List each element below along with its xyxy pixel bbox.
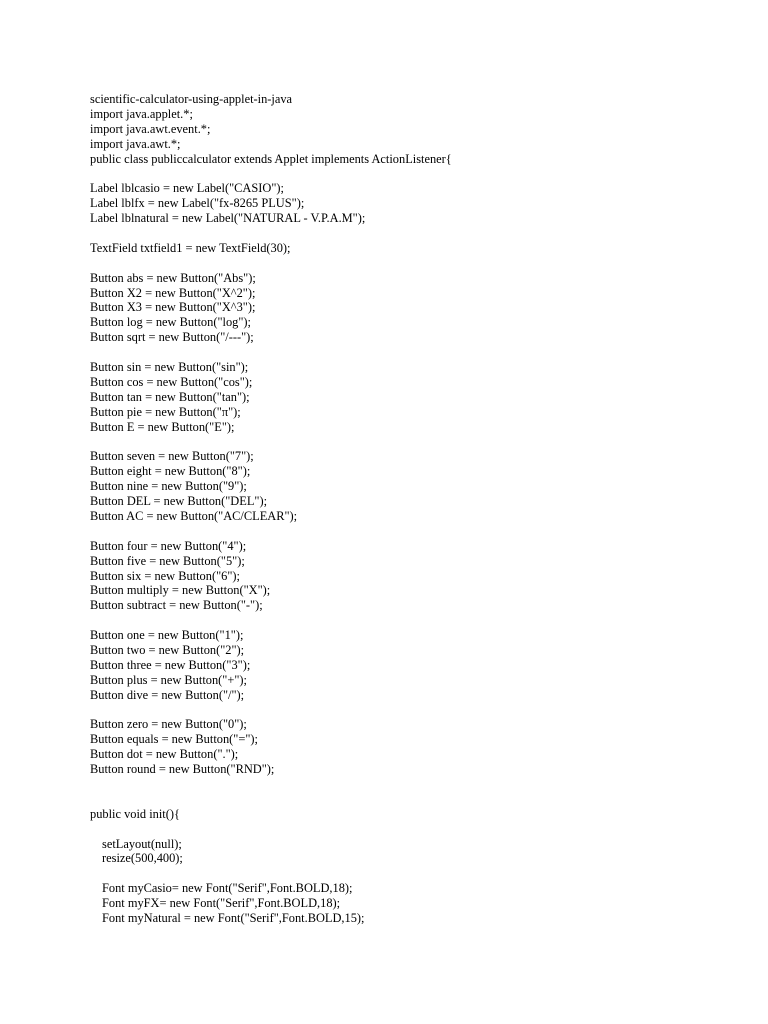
code-line: resize(500,400); [102,851,183,866]
code-line: Button seven = new Button("7"); [90,449,254,464]
code-line: Button log = new Button("log"); [90,315,251,330]
code-line: Label lblfx = new Label("fx-8265 PLUS"); [90,196,305,211]
code-listing [90,92,730,926]
code-line: Button X2 = new Button("X^2"); [90,285,256,300]
blank-line [90,166,730,181]
code-line: Button tan = new Button("tan"); [90,389,250,404]
code-line: Label lblnatural = new Label("NATURAL - V.P.A.M"); [90,211,366,226]
blank-line [90,703,730,718]
code-line: Button dot = new Button("."); [90,747,239,762]
code-line: Button sqrt = new Button("/---"); [90,330,254,345]
code-line: Button dive = new Button("/"); [90,687,245,702]
code-line: Button plus = new Button("+"); [90,672,247,687]
code-line: Button cos = new Button("cos"); [90,374,253,389]
code-line: Button abs = new Button("Abs"); [90,270,256,285]
code-line: Button one = new Button("1"); [90,628,244,643]
blank-line [90,434,730,449]
code-line: Button subtract = new Button("-"); [90,598,263,613]
code-line: Button six = new Button("6"); [90,568,240,583]
code-line: Font myNatural = new Font("Serif",Font.BOLD,15); [102,910,365,925]
code-line: Button X3 = new Button("X^3"); [90,300,256,315]
code-line: Label lblcasio = new Label("CASIO"); [90,181,284,196]
document-title: scientific-calculator-using-applet-in-java [90,92,293,106]
code-line: Button pie = new Button("π"); [90,404,241,419]
code-line: Button round = new Button("RND"); [90,762,275,777]
code-line: public class publiccalculator extends Applet implements ActionListener{ [90,151,452,166]
code-line: Button four = new Button("4"); [90,538,247,553]
code-line: Button eight = new Button("8"); [90,464,251,479]
blank-line [90,256,730,271]
code-line: public void init(){ [90,806,180,821]
code-line: Button sin = new Button("sin"); [90,360,249,375]
code-line: Font myFX= new Font("Serif",Font.BOLD,18); [102,896,341,911]
code-line: Button multiply = new Button("X"); [90,583,271,598]
code-line: setLayout(null); [102,836,182,851]
code-line: Button nine = new Button("9"); [90,479,247,494]
blank-line [90,792,730,807]
code-line: import java.awt.event.*; [90,121,211,136]
code-line: import java.awt.*; [90,136,181,151]
blank-line [90,866,730,881]
code-line: Button two = new Button("2"); [90,642,245,657]
code-line: Button DEL = new Button("DEL"); [90,494,268,509]
code-line: Button E = new Button("E"); [90,419,235,434]
blank-line [90,613,730,628]
code-line: Button three = new Button("3"); [90,657,251,672]
code-line: Button equals = new Button("="); [90,732,258,747]
code-line: import java.applet.*; [90,106,193,121]
blank-line [90,777,730,792]
code-line: Button zero = new Button("0"); [90,717,247,732]
blank-line [90,226,730,241]
blank-line [90,524,730,539]
code-line: Font myCasio= new Font("Serif",Font.BOLD,18); [102,881,353,896]
code-line: Button AC = new Button("AC/CLEAR"); [90,508,298,523]
code-line: TextField txtfield1 = new TextField(30); [90,240,291,255]
code-line: Button five = new Button("5"); [90,553,245,568]
blank-line [90,822,730,837]
blank-line [90,345,730,360]
